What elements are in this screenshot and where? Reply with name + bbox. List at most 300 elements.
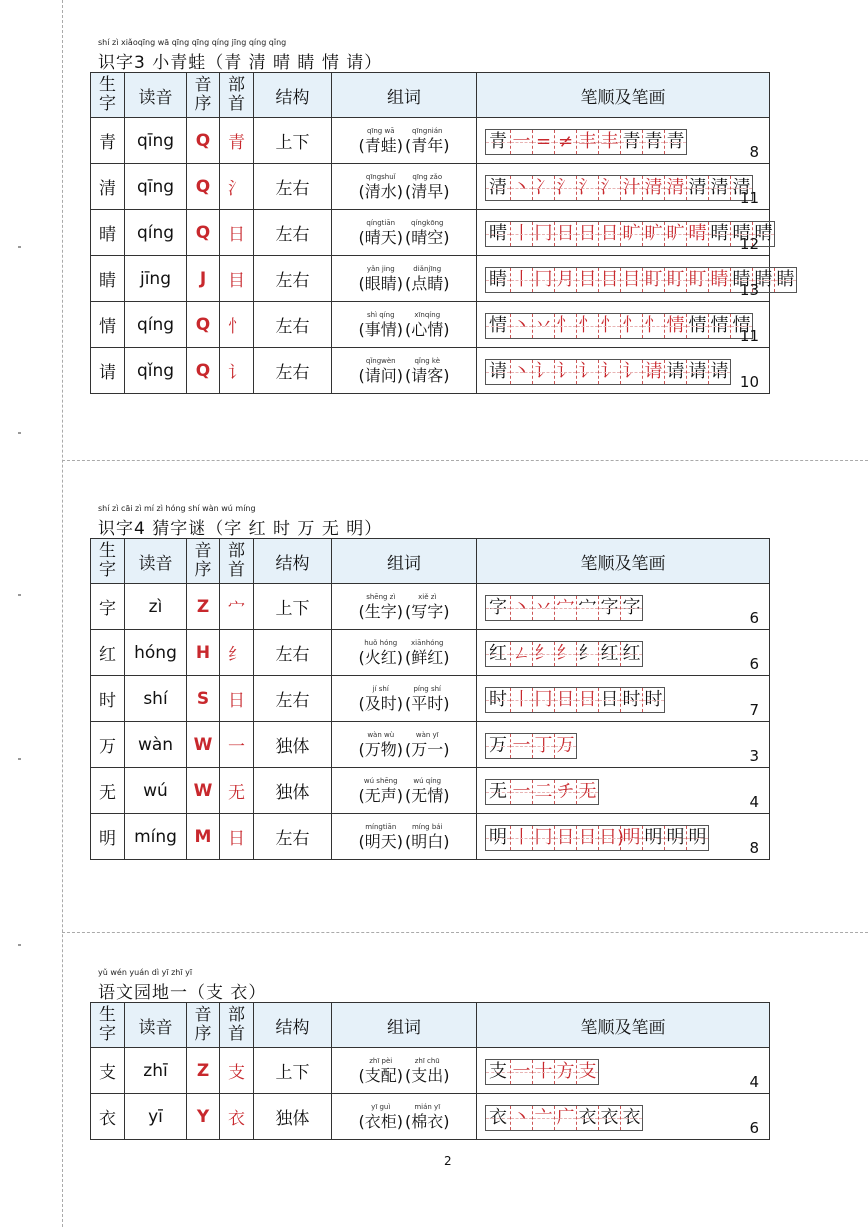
- stroke-step: 丶: [511, 1106, 533, 1130]
- cell-strokes: [477, 722, 770, 768]
- stroke-step: 日: [577, 688, 599, 712]
- word-pinyin: yǎn jing: [366, 264, 395, 273]
- word-pinyin: wàn wù: [367, 730, 395, 739]
- stroke-step: 盯: [643, 268, 665, 292]
- cell-strokes: [477, 210, 773, 256]
- stroke-step: 亠: [533, 1106, 555, 1130]
- stroke-step: 丷: [533, 314, 555, 338]
- word-item: [359, 219, 404, 247]
- section-title-pinyin: yǔ wén yuán dì yī zhī yī: [98, 968, 193, 977]
- word-item: [405, 219, 450, 247]
- header-words: 组词: [332, 73, 477, 118]
- word-item: [359, 173, 404, 201]
- stroke-step: 丁: [533, 734, 555, 758]
- table-row: [91, 118, 770, 164]
- cell-pinyin: qíng: [125, 210, 187, 256]
- word-item: [405, 127, 450, 155]
- table-row: [91, 256, 770, 302]
- word-pinyin: qíngkōng: [411, 218, 444, 227]
- cell-pinyin: wú: [125, 768, 187, 814]
- word-text: (棉衣): [405, 1111, 450, 1131]
- stroke-step: 忄: [577, 314, 599, 338]
- stroke-step: 讠: [555, 360, 577, 384]
- cell-char: 万: [91, 722, 125, 768]
- cell-char: 红: [91, 630, 125, 676]
- cell-radical: 宀: [220, 584, 254, 630]
- cell-structure: 左右: [254, 256, 332, 302]
- table-header-row: [91, 539, 770, 584]
- stroke-count: 11: [739, 327, 759, 345]
- word-item: [405, 777, 450, 805]
- stroke-step: 丨: [511, 268, 533, 292]
- section-title: [90, 968, 769, 1002]
- stroke-step: 丰: [599, 130, 621, 154]
- word-pinyin: wàn yī: [415, 730, 439, 739]
- cell-order: W: [187, 722, 220, 768]
- word-item: [405, 1057, 450, 1085]
- word-text: (心情): [405, 319, 450, 339]
- stroke-step: 目: [577, 268, 599, 292]
- stroke-step: =: [533, 130, 555, 154]
- stroke-step: 睛: [731, 268, 753, 292]
- word-text: (支配): [358, 1065, 403, 1085]
- cell-strokes: [477, 256, 795, 302]
- word-text: (请问): [358, 365, 403, 385]
- stroke-step: 无: [486, 780, 511, 804]
- cell-words: [332, 210, 477, 256]
- cell-strokes: [477, 164, 770, 210]
- stroke-step: 清: [732, 176, 751, 198]
- stroke-step: 日: [599, 222, 621, 246]
- stroke-count: 7: [749, 701, 759, 719]
- cell-pinyin: yī: [125, 1094, 187, 1140]
- word-text: (晴空): [405, 227, 450, 247]
- stroke-step: 冫: [533, 176, 555, 200]
- cell-order: Y: [187, 1094, 220, 1140]
- stroke-step: 情: [486, 314, 511, 338]
- stroke-step: 清: [665, 176, 687, 200]
- cell-structure: 左右: [254, 164, 332, 210]
- edge-mark: [18, 758, 21, 760]
- stroke-step: 晴: [731, 222, 753, 246]
- cell-order: H: [187, 630, 220, 676]
- word-text: (青蛙): [358, 135, 403, 155]
- word-pinyin: qīngnián: [412, 126, 443, 135]
- word-pinyin: xiānhóng: [411, 638, 444, 647]
- stroke-step: 讠: [599, 360, 621, 384]
- cell-radical: 日: [220, 676, 254, 722]
- stroke-step: 丨: [511, 222, 533, 246]
- stroke-step: 广: [555, 1106, 577, 1130]
- lesson-section: [90, 968, 769, 1140]
- word-text: (事情): [358, 319, 403, 339]
- header-strokes: 笔顺及笔画: [477, 1003, 770, 1048]
- cell-words: [332, 1048, 477, 1094]
- stroke-step: 请: [687, 360, 709, 384]
- stroke-step: 衣: [577, 1106, 599, 1130]
- stroke-grid: [485, 595, 643, 621]
- word-pinyin: qīngshuǐ: [365, 172, 396, 181]
- word-pinyin: jí shí: [372, 684, 389, 693]
- stroke-step: 情: [665, 314, 687, 338]
- stroke-step: 日: [555, 222, 577, 246]
- cell-strokes: [477, 768, 770, 814]
- word-pinyin: qíngtiān: [366, 218, 396, 227]
- stroke-step: 青: [643, 130, 665, 154]
- cell-char: 清: [91, 164, 125, 210]
- stroke-step: 青: [486, 130, 511, 154]
- stroke-step: 讠: [577, 360, 599, 384]
- stroke-count: 11: [739, 189, 759, 207]
- stroke-step: 万: [556, 734, 575, 756]
- stroke-step: 讠: [621, 360, 643, 384]
- edge-mark: [18, 944, 21, 946]
- cell-radical: 青: [220, 118, 254, 164]
- section-title: [90, 504, 769, 538]
- word-item: [405, 265, 450, 293]
- header-strokes: 笔顺及笔画: [477, 73, 770, 118]
- word-item: [405, 593, 450, 621]
- stroke-step: 无: [578, 780, 597, 802]
- cell-structure: 左右: [254, 630, 332, 676]
- stroke-step: 清: [486, 176, 511, 200]
- cell-strokes: [477, 302, 770, 348]
- word-text: (青年): [405, 135, 450, 155]
- stroke-step: 万: [486, 734, 511, 758]
- stroke-step: 睛: [753, 268, 775, 292]
- word-pinyin: míngtiān: [365, 822, 397, 831]
- stroke-count: 8: [749, 839, 759, 857]
- cell-words: [332, 1094, 477, 1140]
- cell-words: [332, 676, 477, 722]
- cell-words: [332, 256, 477, 302]
- stroke-step: 丶: [511, 360, 533, 384]
- stroke-step: 二: [533, 780, 555, 804]
- table-row: [91, 210, 770, 256]
- stroke-step: 宀: [577, 596, 599, 620]
- cell-radical: 纟: [220, 630, 254, 676]
- stroke-step: 目: [599, 268, 621, 292]
- stroke-step: 明: [643, 826, 665, 850]
- word-pinyin: wú qíng: [413, 776, 442, 785]
- stroke-step: 日: [599, 688, 621, 712]
- word-text: (无情): [405, 785, 450, 805]
- word-pinyin: píng shí: [413, 684, 442, 693]
- stroke-step: 冂: [533, 826, 555, 850]
- table-row: [91, 722, 770, 768]
- cell-words: [332, 164, 477, 210]
- stroke-count: 12: [739, 235, 759, 253]
- lesson-section: [90, 504, 769, 860]
- stroke-step: 月: [555, 268, 577, 292]
- cell-radical: 忄: [220, 302, 254, 348]
- stroke-step: 宀: [555, 596, 577, 620]
- cell-pinyin: qíng: [125, 302, 187, 348]
- cell-strokes: [477, 814, 770, 860]
- lesson-section: [90, 38, 795, 394]
- table-row: [91, 302, 770, 348]
- cell-pinyin: zhī: [125, 1048, 187, 1094]
- stroke-grid: [485, 779, 599, 805]
- cell-radical: 一: [220, 722, 254, 768]
- cell-words: [332, 118, 477, 164]
- cell-char: 衣: [91, 1094, 125, 1140]
- word-pinyin: yī guì: [371, 1102, 391, 1111]
- stroke-step: 时: [621, 688, 643, 712]
- word-pinyin: xīnqíng: [414, 310, 441, 319]
- stroke-grid: [485, 825, 709, 851]
- stroke-count: 13: [739, 281, 759, 299]
- stroke-step: 时: [644, 688, 663, 710]
- stroke-step: 日: [555, 688, 577, 712]
- stroke-step: 睛: [709, 268, 731, 292]
- cell-pinyin: qīng: [125, 164, 187, 210]
- stroke-step: 字: [486, 596, 511, 620]
- cell-words: [332, 584, 477, 630]
- cell-char: 睛: [91, 256, 125, 302]
- header-structure: 结构: [254, 1003, 332, 1048]
- header-order: 音序: [187, 539, 220, 584]
- table-row: [91, 814, 770, 860]
- stroke-grid: [485, 175, 753, 201]
- stroke-step: 睛: [486, 268, 511, 292]
- cell-char: 无: [91, 768, 125, 814]
- word-item: [405, 311, 450, 339]
- edge-mark: [18, 594, 21, 596]
- cell-pinyin: qīng: [125, 118, 187, 164]
- word-item: [359, 731, 404, 759]
- cell-structure: 独体: [254, 1094, 332, 1140]
- cell-structure: 上下: [254, 118, 332, 164]
- stroke-step: 字: [599, 596, 621, 620]
- stroke-step: 明: [688, 826, 707, 848]
- word-item: [405, 823, 450, 851]
- cell-radical: 氵: [220, 164, 254, 210]
- word-item: [359, 639, 404, 667]
- stroke-step: 讠: [533, 360, 555, 384]
- word-text: (鲜红): [405, 647, 450, 667]
- header-reading: 读音: [125, 539, 187, 584]
- stroke-grid: [485, 1105, 643, 1131]
- word-pinyin: zhī chū: [414, 1056, 440, 1065]
- cell-pinyin: míng: [125, 814, 187, 860]
- stroke-step: 十: [533, 1060, 555, 1084]
- word-text: (眼睛): [358, 273, 403, 293]
- table-row: [91, 1094, 770, 1140]
- cell-structure: 左右: [254, 676, 332, 722]
- stroke-step: 日: [577, 826, 599, 850]
- cell-words: [332, 768, 477, 814]
- edge-mark: [18, 246, 21, 248]
- word-item: [359, 311, 404, 339]
- stroke-step: 旷: [643, 222, 665, 246]
- stroke-step: 丰: [577, 130, 599, 154]
- word-text: (清早): [405, 181, 450, 201]
- stroke-step: 请: [486, 360, 511, 384]
- stroke-step: 忄: [555, 314, 577, 338]
- cell-order: Q: [187, 118, 220, 164]
- word-pinyin: míng bái: [411, 822, 443, 831]
- header-strokes: 笔顺及笔画: [477, 539, 770, 584]
- stroke-step: 冂: [533, 222, 555, 246]
- word-pinyin: qǐng kè: [414, 356, 441, 365]
- stroke-count: 4: [749, 793, 759, 811]
- cell-char: 时: [91, 676, 125, 722]
- stroke-step: 睛: [776, 268, 795, 290]
- cell-strokes: [477, 348, 770, 394]
- stroke-step: 纟: [577, 642, 599, 666]
- stroke-step: 冂: [533, 688, 555, 712]
- section-title-text: 识字3 小青蛙（青 清 晴 睛 情 请）: [98, 53, 383, 73]
- edge-mark: [18, 432, 21, 434]
- cell-char: 晴: [91, 210, 125, 256]
- cell-structure: 上下: [254, 1048, 332, 1094]
- character-table: [90, 1002, 770, 1140]
- stroke-step: 盯: [687, 268, 709, 292]
- cell-structure: 左右: [254, 302, 332, 348]
- cell-strokes: [477, 1094, 770, 1140]
- stroke-grid: [485, 733, 577, 759]
- word-item: [405, 685, 450, 713]
- header-order: 音序: [187, 1003, 220, 1048]
- stroke-step: 情: [732, 314, 751, 336]
- word-pinyin: diǎnjīng: [413, 264, 442, 273]
- header-words: 组词: [332, 539, 477, 584]
- cell-structure: 上下: [254, 584, 332, 630]
- cell-order: W: [187, 768, 220, 814]
- stroke-step: 日): [599, 826, 625, 848]
- left-margin-line: [62, 0, 63, 1227]
- stroke-step: 日: [577, 222, 599, 246]
- stroke-step: 丨: [511, 826, 533, 850]
- stroke-step: 盯: [665, 268, 687, 292]
- cell-strokes: [477, 630, 770, 676]
- word-text: (生字): [358, 601, 403, 621]
- stroke-step: 明: [486, 826, 511, 850]
- stroke-step: 青: [666, 130, 685, 152]
- stroke-step: 衣: [622, 1106, 641, 1128]
- table-row: [91, 348, 770, 394]
- cell-char: 明: [91, 814, 125, 860]
- cell-char: 支: [91, 1048, 125, 1094]
- word-text: (万一): [405, 739, 450, 759]
- stroke-step: 红: [599, 642, 621, 666]
- word-item: [359, 265, 404, 293]
- cell-radical: 日: [220, 814, 254, 860]
- stroke-step: 丶: [511, 596, 533, 620]
- table-header-row: [91, 1003, 770, 1048]
- stroke-grid: [485, 687, 665, 713]
- table-row: [91, 676, 770, 722]
- stroke-grid: [485, 313, 753, 339]
- cell-strokes: [477, 118, 770, 164]
- cell-strokes: [477, 1048, 770, 1094]
- word-item: [359, 685, 404, 713]
- word-text: (衣柜): [358, 1111, 403, 1131]
- word-item: [405, 639, 450, 667]
- stroke-grid: [485, 221, 775, 247]
- stroke-count: 6: [749, 609, 759, 627]
- stroke-step: 情: [687, 314, 709, 338]
- stroke-step: 请: [710, 360, 729, 382]
- cell-order: J: [187, 256, 220, 302]
- word-pinyin: mián yī: [414, 1102, 441, 1111]
- stroke-step: 红: [486, 642, 511, 666]
- cell-char: 请: [91, 348, 125, 394]
- cell-strokes: [477, 584, 770, 630]
- word-item: [359, 1103, 404, 1131]
- word-item: [359, 823, 404, 851]
- word-pinyin: wú shēng: [363, 776, 398, 785]
- stroke-step: 支: [486, 1060, 511, 1084]
- cell-strokes: [477, 676, 770, 722]
- section-divider: [62, 460, 868, 461]
- cell-pinyin: wàn: [125, 722, 187, 768]
- stroke-step: 纟: [533, 642, 555, 666]
- cell-pinyin: hóng: [125, 630, 187, 676]
- stroke-step: 日: [555, 826, 577, 850]
- cell-order: M: [187, 814, 220, 860]
- table-row: [91, 630, 770, 676]
- stroke-step: 冂: [533, 268, 555, 292]
- character-table: [90, 538, 770, 860]
- section-divider: [62, 932, 868, 933]
- cell-char: 字: [91, 584, 125, 630]
- section-title-pinyin: shí zì xiǎoqīng wā qīng qīng qíng jīng qíng qǐng: [98, 38, 287, 47]
- cell-words: [332, 722, 477, 768]
- stroke-step: 明: [665, 826, 687, 850]
- word-item: [359, 1057, 404, 1085]
- stroke-step: チ: [555, 780, 577, 804]
- word-text: (支出): [405, 1065, 450, 1085]
- header-radical: 部首: [220, 1003, 254, 1048]
- cell-structure: 左右: [254, 814, 332, 860]
- table-row: [91, 768, 770, 814]
- cell-order: Z: [187, 584, 220, 630]
- header-reading: 读音: [125, 73, 187, 118]
- stroke-count: 6: [749, 655, 759, 673]
- word-item: [359, 357, 404, 385]
- stroke-step: 一: [511, 1060, 533, 1084]
- header-radical: 部首: [220, 539, 254, 584]
- stroke-step: 氵: [555, 176, 577, 200]
- cell-order: Q: [187, 164, 220, 210]
- stroke-step: 晴: [709, 222, 731, 246]
- cell-order: S: [187, 676, 220, 722]
- stroke-step: 请: [643, 360, 665, 384]
- stroke-count: 10: [739, 373, 759, 391]
- cell-words: [332, 348, 477, 394]
- stroke-step: 字: [622, 596, 641, 618]
- section-title-text: 识字4 猜字谜（字 红 时 万 无 明）: [98, 519, 383, 539]
- section-title-text: 语文园地一（支 衣）: [98, 983, 267, 1003]
- cell-structure: 独体: [254, 722, 332, 768]
- stroke-step: 忄: [599, 314, 621, 338]
- stroke-step: 请: [665, 360, 687, 384]
- stroke-grid: [485, 359, 731, 385]
- word-pinyin: huǒ hóng: [364, 638, 398, 647]
- stroke-step: 丷: [533, 596, 555, 620]
- stroke-step: 丶: [511, 176, 533, 200]
- word-text: (写字): [405, 601, 450, 621]
- stroke-step: 清: [709, 176, 731, 200]
- stroke-step: 晴: [687, 222, 709, 246]
- header-structure: 结构: [254, 539, 332, 584]
- word-item: [405, 731, 450, 759]
- stroke-step: 方: [555, 1060, 577, 1084]
- section-title: [90, 38, 769, 72]
- stroke-step: 明: [621, 826, 643, 850]
